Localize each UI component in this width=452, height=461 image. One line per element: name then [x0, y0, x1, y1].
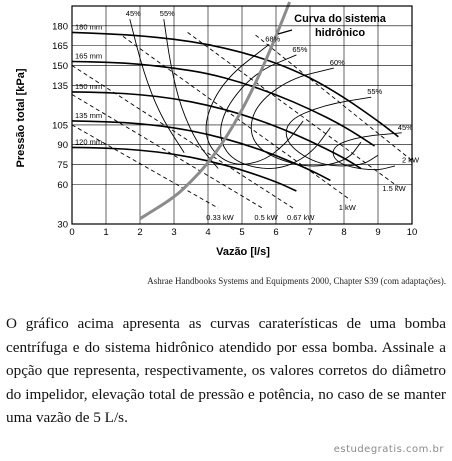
efficiency-curve [333, 133, 402, 170]
watermark: estudegratis.com.br [333, 444, 444, 455]
x-tick-label: 1 [103, 227, 109, 238]
power-label: 0.5 kW [254, 213, 278, 223]
efficiency-label: 45% [397, 122, 413, 132]
annotation-line-2: hidrônico [314, 27, 366, 39]
x-tick-label: 2 [137, 227, 143, 238]
x-tick-label: 6 [273, 227, 279, 238]
impeller-curves [72, 32, 398, 191]
y-axis-label: Pressão total [kPa] [15, 68, 27, 168]
annotation-line-1: Curva do sistema [294, 13, 386, 25]
y-tick-label: 60 [57, 179, 68, 191]
impeller-label: 150 mm [75, 81, 103, 91]
annotation-arrow [278, 30, 292, 34]
power-label: 0.67 kW [287, 213, 315, 223]
x-tick-label: 5 [239, 227, 245, 238]
power-label: 1.5 kW [382, 184, 406, 194]
power-label: 2 kW [402, 155, 420, 165]
efficiency-label: 55% [367, 87, 383, 97]
efficiency-label: 60% [329, 58, 345, 68]
efficiency-curve [286, 97, 378, 166]
impeller-label: 165 mm [75, 51, 103, 61]
efficiency-label: 65% [292, 44, 308, 54]
efficiency-label: 68% [265, 34, 281, 44]
x-tick-label: 4 [205, 227, 211, 238]
power-label: 1 kW [338, 203, 356, 213]
impeller-curve [72, 62, 375, 147]
y-tick-label: 150 [52, 60, 68, 72]
figure-caption: Ashrae Handbooks Systems and Equipments 2000, Chapter S39 (com adaptações). [147, 276, 446, 286]
y-tick-label: 105 [52, 120, 68, 132]
y-tick-label: 75 [57, 160, 68, 172]
power-line [256, 35, 412, 161]
x-tick-label: 10 [406, 227, 418, 238]
axis-ticks [52, 21, 417, 238]
x-tick-label: 8 [341, 227, 347, 238]
impeller-label: 120 mm [75, 137, 103, 147]
y-tick-label: 135 [52, 80, 68, 92]
question-text: O gráfico acima apresenta as curvas caraterísticas de uma bomba centrífuga e do sistema hidrônico atendido por essa bomba. Assinale a opção que representa, respectivamente, os valores corretos do diâmetro do impelidor, elevação total de pressão e potência, no caso de se manter uma vazão de 5 L/s. [6, 315, 446, 426]
efficiency-curve [251, 68, 361, 166]
impeller-label: 135 mm [75, 110, 103, 120]
y-tick-label: 180 [52, 21, 68, 33]
x-tick-label: 0 [69, 227, 75, 238]
power-label: 0.33 kW [206, 213, 234, 223]
x-tick-label: 3 [171, 227, 177, 238]
y-tick-label: 90 [57, 140, 68, 152]
x-tick-label: 9 [375, 227, 381, 238]
power-line [72, 66, 293, 209]
efficiency-label: 45% [125, 9, 141, 19]
y-tick-label: 165 [52, 41, 68, 53]
efficiency-label: 55% [159, 9, 175, 19]
y-tick-label: 30 [57, 219, 68, 231]
impeller-label: 180 mm [75, 22, 103, 32]
x-tick-label: 7 [307, 227, 313, 238]
x-axis-label: Vazão [l/s] [216, 246, 270, 258]
